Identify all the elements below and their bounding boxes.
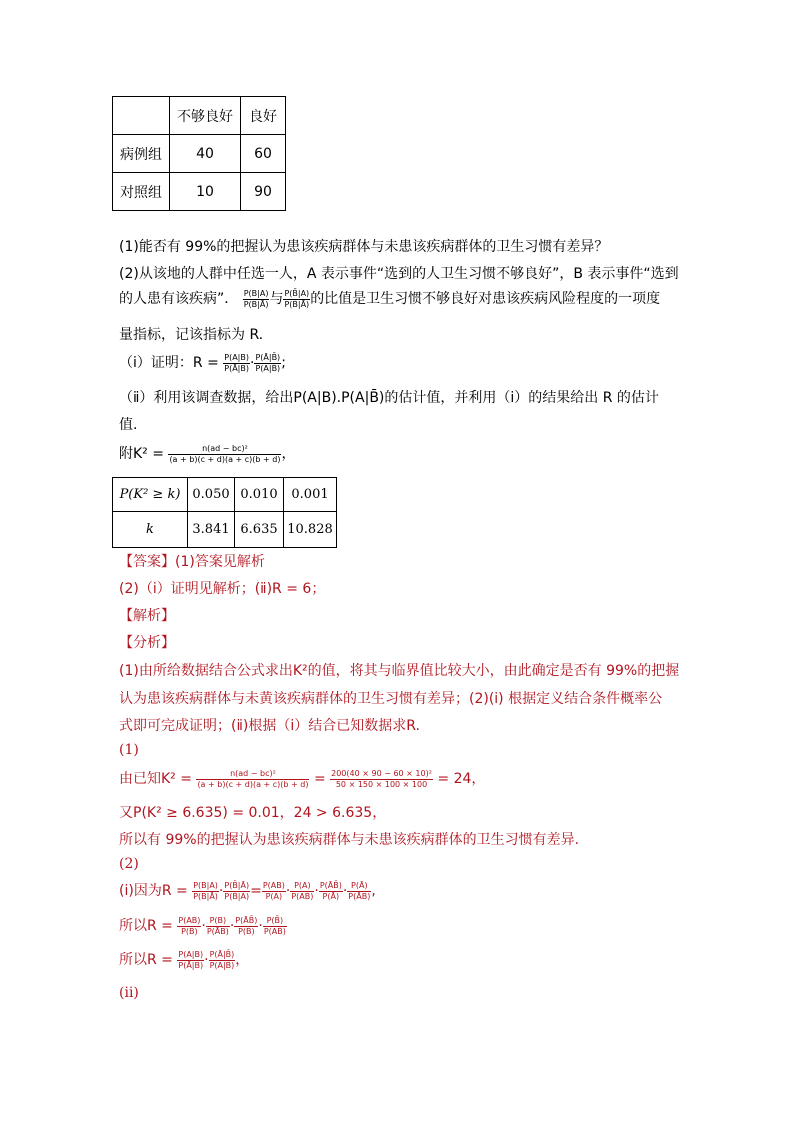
denominator: P(Ā|B) (224, 363, 249, 373)
numerator: P(B̄|A) (284, 288, 310, 298)
table-cell: 3.841 (188, 512, 235, 548)
table-cell: 90 (241, 173, 286, 211)
text: 由已知K² = (119, 771, 192, 787)
question-2-part-ii-line-2: 值. (119, 417, 138, 433)
numerator: P(A|B) (224, 352, 249, 362)
text: = 24， (437, 771, 486, 787)
text: ， (281, 446, 296, 462)
proof-line-2: 所以R = $\frac{P(AB)}{P(B)}$ · $\frac{P(B)}{P(ĀB)}$ · $\frac{P(ĀB̄)}{P(B̄)}$ · $\frac{P(B̄)}{P(AB̄)}$ (119, 915, 286, 936)
table-cell (113, 97, 170, 135)
proof-line-3: 所以R = $\frac{P(A|B)}{P(Ā|B)}$ · $\frac{P(Ā|B̄)}{P(A|B̄)}$ ， (119, 949, 250, 970)
numerator: P(A) (290, 881, 314, 892)
table-row (113, 97, 286, 135)
answer-line-2: (2)（ⅰ）证明见解析；(ⅱ)R = 6； (119, 581, 326, 597)
numerator: P(Ā|B̄) (255, 352, 281, 362)
table-row (113, 512, 337, 548)
table-cell: 对照组 (113, 173, 170, 211)
table-cell: P(K² ≥ k) (113, 478, 188, 512)
fraction (209, 950, 236, 971)
fraction (330, 769, 433, 790)
fraction (223, 881, 250, 902)
numerator: P(Ā) (347, 881, 371, 892)
numerator: P(ĀB̄) (319, 880, 342, 890)
numerator: P(B|A) (243, 288, 269, 298)
denominator: P(A|B̄) (209, 960, 235, 970)
k2-computation (119, 768, 485, 790)
fraction (254, 353, 281, 374)
text: = (313, 771, 326, 787)
fraction (319, 881, 343, 902)
table-row (113, 135, 286, 173)
fraction (196, 769, 309, 790)
fraction (347, 881, 371, 902)
fraction (177, 916, 201, 937)
fraction (177, 950, 204, 971)
part-2-label: (2) (119, 856, 139, 872)
text: (ⅰ)因为R = (119, 883, 188, 899)
question-2-part-i: （ⅰ）证明：R = $\frac{P(A|B)}{P(Ā|B)}$ · $\frac{P(Ā|B̄)}{P(A|B̄)}$ ; (119, 352, 286, 373)
text: ， (235, 952, 250, 968)
numerator: P(AB) (178, 915, 201, 925)
denominator: P(B|Ā) (243, 299, 269, 309)
numerator: n(ad − bc)² (168, 444, 281, 455)
text: 所以R = (119, 952, 173, 968)
denominator: P(AB̄) (263, 926, 286, 936)
fraction (243, 289, 270, 310)
text: 的人患有该疾病”． (119, 291, 239, 307)
question-2-part-ii-line-1: （ⅱ）利用该调查数据，给出P(A|B).P(A|B̄)的估计值，并利用（ⅰ）的结果给出 R 的估计 (119, 390, 659, 406)
numerator: P(B) (206, 916, 230, 927)
table-cell: 良好 (241, 97, 286, 135)
question-2-line-3: 量指标，记该指标为 R. (119, 327, 264, 343)
fraction (223, 353, 250, 374)
proof-line-1: (ⅰ)因为R = $\frac{P(B|A)}{P(B|Ā)}$ · $\frac{P(B̄|Ā)}{P(B̄|A)}$ = $\frac{P(AB)}{P(A)}$ · $\frac{P(A)}{P(AB̄)}$ · $\frac{P(ĀB̄)}{P(Ā)}$ · $\frac{P(Ā)}{P(ĀB)}$ , (119, 880, 376, 901)
numerator: P(B̄) (263, 916, 287, 927)
analysis-heading: 【分析】 (119, 635, 175, 651)
table-cell: 不够良好 (170, 97, 241, 135)
analysis-line-1: (1)由所给数据结合公式求出K²的值，将其与临界值比较大小，由此确定是否有 99%的把握 (119, 663, 680, 679)
table-row (113, 173, 286, 211)
text: 所以R = (119, 918, 173, 934)
question-2-line-2 (119, 288, 660, 310)
answer-line-1: 【答案】(1)答案见解析 (119, 554, 265, 570)
fraction (192, 881, 219, 902)
table-row (113, 478, 337, 512)
numerator: n(ad − bc)² (196, 769, 309, 780)
denominator: (a + b)(c + d)(a + c)(b + d) (197, 779, 309, 789)
table-cell: 10.828 (284, 512, 337, 548)
table-cell: k (113, 512, 188, 548)
numerator: P(ĀB̄) (235, 915, 258, 925)
denominator: (a + b)(c + d)(a + c)(b + d) (169, 454, 281, 464)
question-2-line-1: (2)从该地的人群中任选一人，A 表示事件“选到的人卫生习惯不够良好”，B 表示事件“选到 (119, 266, 679, 282)
part-ii-label: (ⅱ) (119, 985, 139, 1001)
table-cell: 60 (241, 135, 286, 173)
solution-heading: 【解析】 (119, 608, 175, 624)
denominator: P(B̄|A) (224, 891, 250, 901)
text: （ⅰ）证明：R = (119, 355, 219, 371)
text: 与 (269, 291, 284, 307)
fraction (168, 444, 281, 465)
table-cell: 0.010 (235, 478, 284, 512)
denominator: 50 × 150 × 100 × 100 (335, 779, 428, 789)
numerator: P(Ā|B̄) (209, 949, 235, 959)
part-1-label: (1) (119, 742, 139, 758)
question-1: (1)能否有 99%的把握认为患该疾病群体与未患该疾病群体的卫生习惯有差异？ (119, 239, 609, 255)
denominator: P(B) (181, 926, 198, 936)
critical-value-table (112, 477, 337, 548)
text: 附K² = (119, 446, 164, 462)
fraction (290, 881, 314, 902)
denominator: P(Ā|B) (178, 960, 204, 970)
table-cell: 0.001 (284, 478, 337, 512)
analysis-line-3: 式即可完成证明；(ⅱ)根据（ⅰ）结合已知数据求R. (119, 718, 420, 734)
table-cell: 病例组 (113, 135, 170, 173)
numerator: P(AB) (262, 880, 285, 890)
table-cell: 10 (170, 173, 241, 211)
fraction (262, 881, 286, 902)
denominator: P(Ā) (322, 891, 340, 901)
denominator: P(ĀB) (348, 891, 371, 901)
fraction (234, 916, 258, 937)
numerator: 200(40 × 90 − 60 × 10)² (331, 768, 432, 778)
table-cell: 0.050 (188, 478, 235, 512)
denominator: P(ĀB) (206, 926, 229, 936)
numerator: P(B̄|Ā) (224, 880, 250, 890)
fraction (206, 916, 230, 937)
denominator: P(B|Ā) (193, 891, 218, 901)
numerator: P(A|B) (178, 949, 204, 959)
analysis-line-2: 认为患该疾病群体与未黄该疾病群体的卫生习惯有差异；(2)(ⅰ) 根据定义结合条件概率公 (119, 691, 663, 707)
numerator: P(B|A) (193, 880, 218, 890)
fraction (283, 289, 310, 310)
table-cell: 40 (170, 135, 241, 173)
survey-table (112, 96, 286, 211)
fraction (263, 916, 287, 937)
denominator: P(B̄) (238, 926, 255, 936)
denominator: P(A) (265, 891, 283, 901)
comparison-line: 又P(K² ≥ 6.635) = 0.01，24 > 6.635， (119, 805, 387, 821)
denominator: P(B̄|Ā) (284, 299, 310, 309)
denominator: P(AB̄) (291, 891, 314, 901)
conclusion-line: 所以有 99%的把握认为患该疾病群体与未患该疾病群体的卫生习惯有差异. (119, 832, 580, 848)
table-cell: 6.635 (235, 512, 284, 548)
text: 的比值是卫生习惯不够良好对患该疾病风险程度的一项度 (310, 291, 661, 307)
denominator: P(A|B̄) (255, 363, 281, 373)
formula-appendix (119, 443, 295, 465)
